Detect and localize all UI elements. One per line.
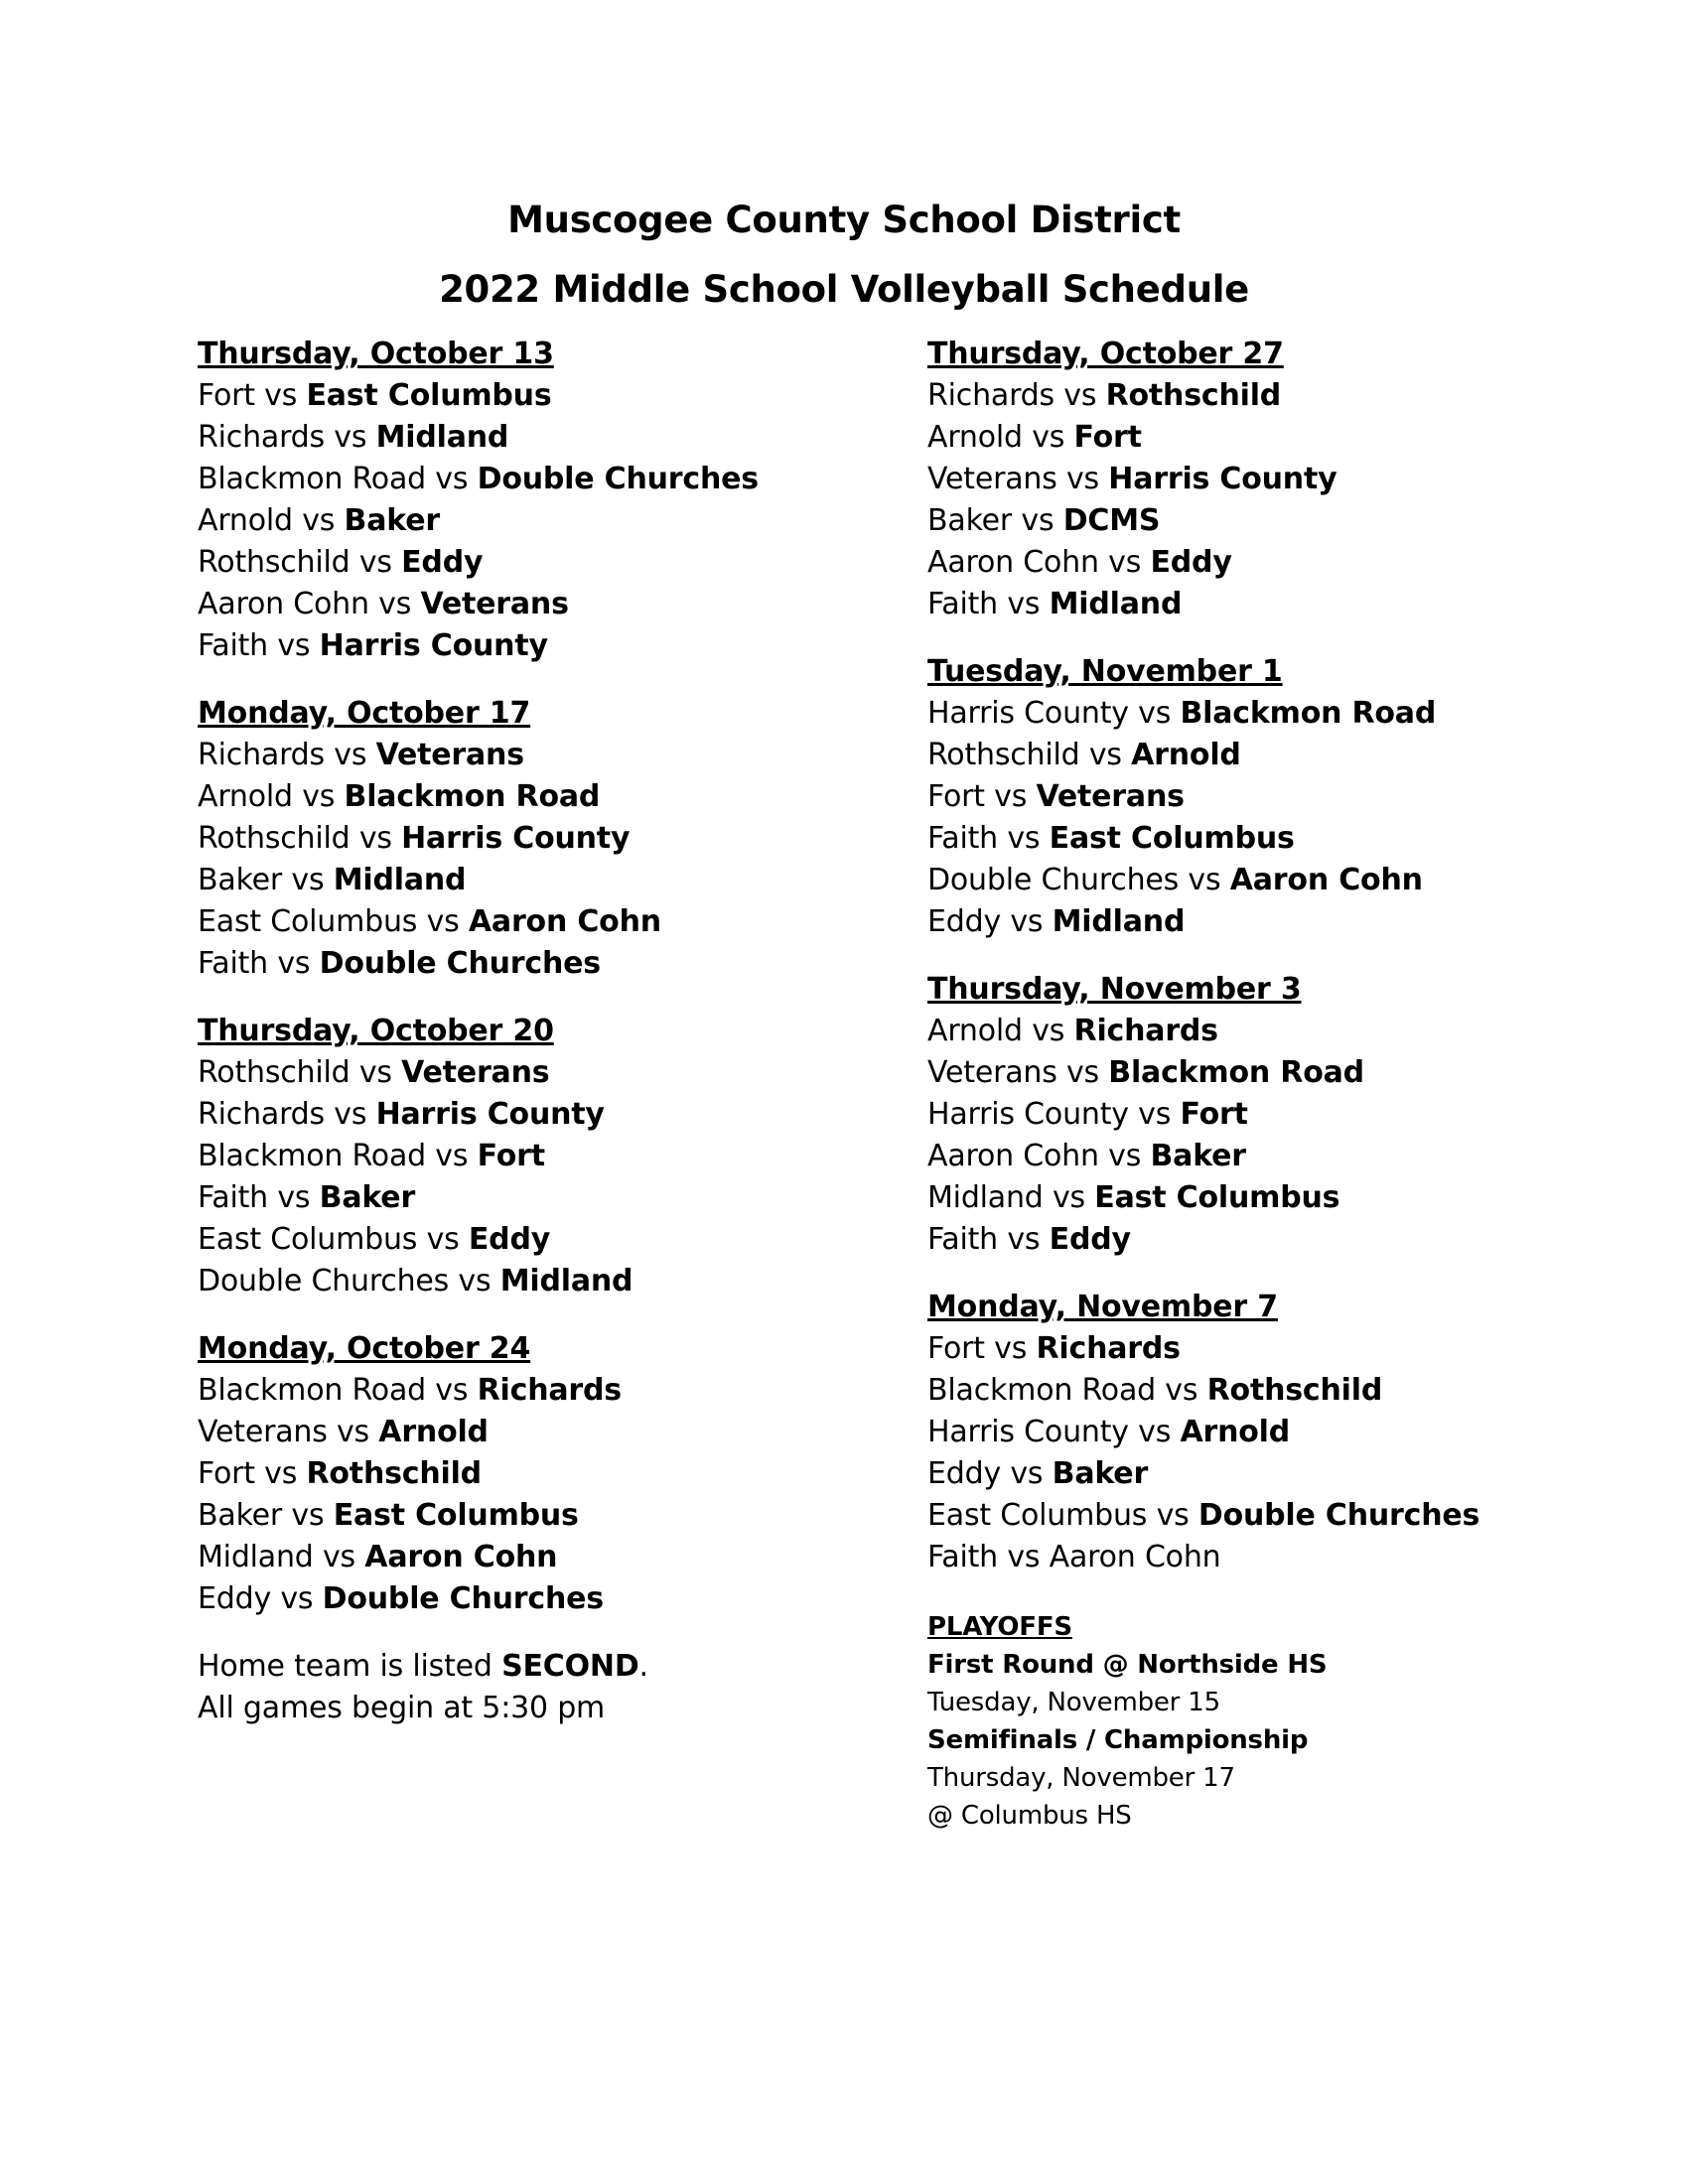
home-team: Harris County [1108, 462, 1337, 496]
home-team: Double Churches [1197, 1498, 1480, 1533]
home-team: Fort [1180, 1097, 1248, 1132]
game-row [927, 1136, 1479, 1177]
playoffs-section [927, 1608, 1479, 1835]
home-team: Baker [344, 503, 440, 538]
home-team: Rothschild [306, 1456, 482, 1491]
home-team: Fort [477, 1139, 545, 1173]
game-row [927, 776, 1479, 818]
home-team: East Columbus [333, 1498, 579, 1533]
away-team: Richards vs [198, 420, 376, 455]
away-team: Faith vs Aaron Cohn [927, 1540, 1221, 1574]
away-team: Midland vs [198, 1540, 365, 1574]
schedule-day [198, 693, 759, 985]
away-team: Double Churches vs [927, 863, 1230, 897]
semifinals-date: Thursday, November 17 [927, 1763, 1235, 1793]
game-row [198, 459, 759, 500]
away-team: Veterans vs [927, 462, 1109, 496]
away-team: Arnold vs [927, 1014, 1074, 1048]
home-team: Double Churches [319, 946, 601, 981]
away-team: Fort vs [198, 1456, 307, 1491]
home-team: Veterans [401, 1055, 550, 1090]
home-team: Baker [1052, 1456, 1149, 1491]
home-team: Richards [1036, 1331, 1181, 1366]
away-team: Rothschild vs [198, 545, 402, 580]
game-row [198, 1370, 759, 1412]
home-team: Blackmon Road [1108, 1055, 1364, 1090]
home-team: Veterans [375, 738, 524, 772]
home-team: East Columbus [306, 378, 552, 413]
home-team-note: Home team is listed SECOND. [198, 1649, 648, 1684]
game-row [198, 584, 759, 625]
away-team: Double Churches vs [198, 1264, 500, 1298]
game-row [198, 1219, 759, 1261]
day-heading: Monday, October 24 [198, 1331, 531, 1366]
home-team: Arnold [1131, 738, 1241, 772]
home-team: East Columbus [1049, 821, 1295, 856]
away-team: Fort vs [198, 378, 307, 413]
game-row [198, 1052, 759, 1094]
schedule-day [927, 1287, 1479, 1578]
game-row [198, 1537, 759, 1578]
game-row [198, 1578, 759, 1620]
away-team: Richards vs [927, 378, 1106, 413]
home-team: DCMS [1062, 503, 1161, 538]
game-row [198, 1412, 759, 1453]
home-team: Blackmon Road [1180, 696, 1437, 731]
away-team: Rothschild vs [927, 738, 1132, 772]
schedule-day [198, 1328, 759, 1620]
day-heading: Monday, November 7 [927, 1290, 1278, 1324]
away-team: Eddy vs [927, 1456, 1053, 1491]
game-row [198, 1094, 759, 1136]
game-row [198, 818, 759, 860]
game-row [927, 1052, 1479, 1094]
away-team: Faith vs [198, 628, 320, 663]
game-row [927, 693, 1479, 735]
home-team: Fort [1073, 420, 1142, 455]
game-row [927, 860, 1479, 901]
schedule-day [198, 1011, 759, 1302]
home-team: Richards [1073, 1014, 1218, 1048]
away-team: Aaron Cohn vs [198, 587, 421, 621]
game-row [927, 1011, 1479, 1052]
right-schedule [927, 334, 1479, 1578]
game-row [927, 818, 1479, 860]
game-row [198, 1136, 759, 1177]
game-row [927, 1094, 1479, 1136]
away-team: Blackmon Road vs [198, 1139, 478, 1173]
away-team: Arnold vs [198, 503, 345, 538]
game-row [198, 776, 759, 818]
district-title: Muscogee County School District [507, 199, 1181, 241]
away-team: Aaron Cohn vs [927, 1139, 1151, 1173]
game-row [927, 1370, 1479, 1412]
game-row [198, 901, 759, 943]
game-row [198, 943, 759, 985]
home-team: Rothschild [1105, 378, 1282, 413]
home-team: Eddy [468, 1222, 551, 1257]
away-team: Eddy vs [198, 1581, 323, 1616]
away-team: Harris County vs [927, 1097, 1181, 1132]
away-team: Midland vs [927, 1180, 1095, 1215]
home-team: Aaron Cohn [1229, 863, 1423, 897]
away-team: Arnold vs [198, 779, 345, 814]
home-team: Baker [1150, 1139, 1246, 1173]
away-team: East Columbus vs [198, 904, 469, 939]
home-team: Aaron Cohn [364, 1540, 558, 1574]
game-row [927, 542, 1479, 584]
day-heading: Thursday, October 27 [927, 337, 1284, 371]
home-team: Midland [333, 863, 467, 897]
schedule-day [927, 969, 1479, 1261]
away-team: Blackmon Road vs [198, 1373, 478, 1408]
game-row [927, 1453, 1479, 1495]
away-team: Blackmon Road vs [198, 462, 478, 496]
first-round-label: First Round @ Northside HS [927, 1650, 1328, 1680]
game-row [927, 1495, 1479, 1537]
home-team: Aaron Cohn [468, 904, 661, 939]
game-row [198, 1177, 759, 1219]
game-row [927, 417, 1479, 459]
away-team: East Columbus vs [927, 1498, 1198, 1533]
game-row [198, 860, 759, 901]
home-team: Eddy [1150, 545, 1232, 580]
home-team: Harris County [401, 821, 631, 856]
home-team: Eddy [401, 545, 484, 580]
game-row [198, 375, 759, 417]
away-team: Veterans vs [927, 1055, 1109, 1090]
home-team: Blackmon Road [344, 779, 601, 814]
game-row [927, 584, 1479, 625]
away-team: Harris County vs [927, 696, 1181, 731]
away-team: Veterans vs [198, 1415, 379, 1449]
home-team: Veterans [420, 587, 569, 621]
game-row [927, 1537, 1479, 1578]
game-row [198, 500, 759, 542]
day-heading: Thursday, October 20 [198, 1014, 554, 1048]
right-column [927, 334, 1479, 1835]
game-row [927, 500, 1479, 542]
day-heading: Monday, October 17 [198, 696, 531, 731]
home-team: Baker [319, 1180, 416, 1215]
away-team: Faith vs [927, 821, 1050, 856]
game-row [198, 1261, 759, 1302]
away-team: Baker vs [927, 503, 1063, 538]
away-team: Faith vs [198, 946, 320, 981]
home-team: Rothschild [1206, 1373, 1383, 1408]
away-team: Richards vs [198, 1097, 376, 1132]
home-team: Midland [375, 420, 509, 455]
away-team: Faith vs [198, 1180, 320, 1215]
away-team: Eddy vs [927, 904, 1053, 939]
game-row [198, 735, 759, 776]
day-heading: Thursday, October 13 [198, 337, 554, 371]
away-team: Faith vs [927, 1222, 1050, 1257]
home-team: Eddy [1049, 1222, 1131, 1257]
away-team: Rothschild vs [198, 821, 402, 856]
game-row [927, 1328, 1479, 1370]
start-time-note: All games begin at 5:30 pm [198, 1691, 606, 1725]
game-row [927, 459, 1479, 500]
away-team: Baker vs [198, 863, 334, 897]
schedule-day [198, 334, 759, 667]
game-row [927, 735, 1479, 776]
home-team: Harris County [319, 628, 548, 663]
away-team: Arnold vs [927, 420, 1074, 455]
away-team: Richards vs [198, 738, 376, 772]
playoffs-heading: PLAYOFFS [927, 1612, 1072, 1642]
day-heading: Tuesday, November 1 [927, 654, 1283, 689]
semifinals-label: Semifinals / Championship [927, 1725, 1309, 1755]
home-team: Midland [1052, 904, 1186, 939]
home-team: Double Churches [477, 462, 759, 496]
semifinals-location: @ Columbus HS [927, 1801, 1132, 1831]
home-team: Double Churches [322, 1581, 604, 1616]
home-team: Arnold [378, 1415, 489, 1449]
away-team: Harris County vs [927, 1415, 1181, 1449]
home-team: Midland [499, 1264, 633, 1298]
schedule-day [927, 651, 1479, 943]
away-team: East Columbus vs [198, 1222, 469, 1257]
left-schedule [198, 334, 759, 1620]
schedule-title: 2022 Middle School Volleyball Schedule [439, 268, 1249, 311]
game-row [927, 901, 1479, 943]
game-row [927, 375, 1479, 417]
away-team: Fort vs [927, 1331, 1037, 1366]
day-heading: Thursday, November 3 [927, 972, 1302, 1007]
schedule-day [927, 334, 1479, 625]
game-row [198, 417, 759, 459]
home-team: Veterans [1036, 779, 1185, 814]
away-team: Faith vs [927, 587, 1050, 621]
game-row [198, 1453, 759, 1495]
game-row [927, 1412, 1479, 1453]
game-row [198, 1495, 759, 1537]
first-round-date: Tuesday, November 15 [927, 1688, 1220, 1717]
away-team: Blackmon Road vs [927, 1373, 1207, 1408]
home-team: East Columbus [1094, 1180, 1340, 1215]
game-row [198, 625, 759, 667]
home-team: Harris County [375, 1097, 605, 1132]
away-team: Baker vs [198, 1498, 334, 1533]
home-team: Arnold [1180, 1415, 1291, 1449]
away-team: Rothschild vs [198, 1055, 402, 1090]
away-team: Aaron Cohn vs [927, 545, 1151, 580]
game-row [927, 1177, 1479, 1219]
game-row [927, 1219, 1479, 1261]
game-row [198, 542, 759, 584]
home-team: Midland [1049, 587, 1183, 621]
away-team: Fort vs [927, 779, 1037, 814]
left-column [198, 334, 759, 1729]
home-team: Richards [477, 1373, 622, 1408]
